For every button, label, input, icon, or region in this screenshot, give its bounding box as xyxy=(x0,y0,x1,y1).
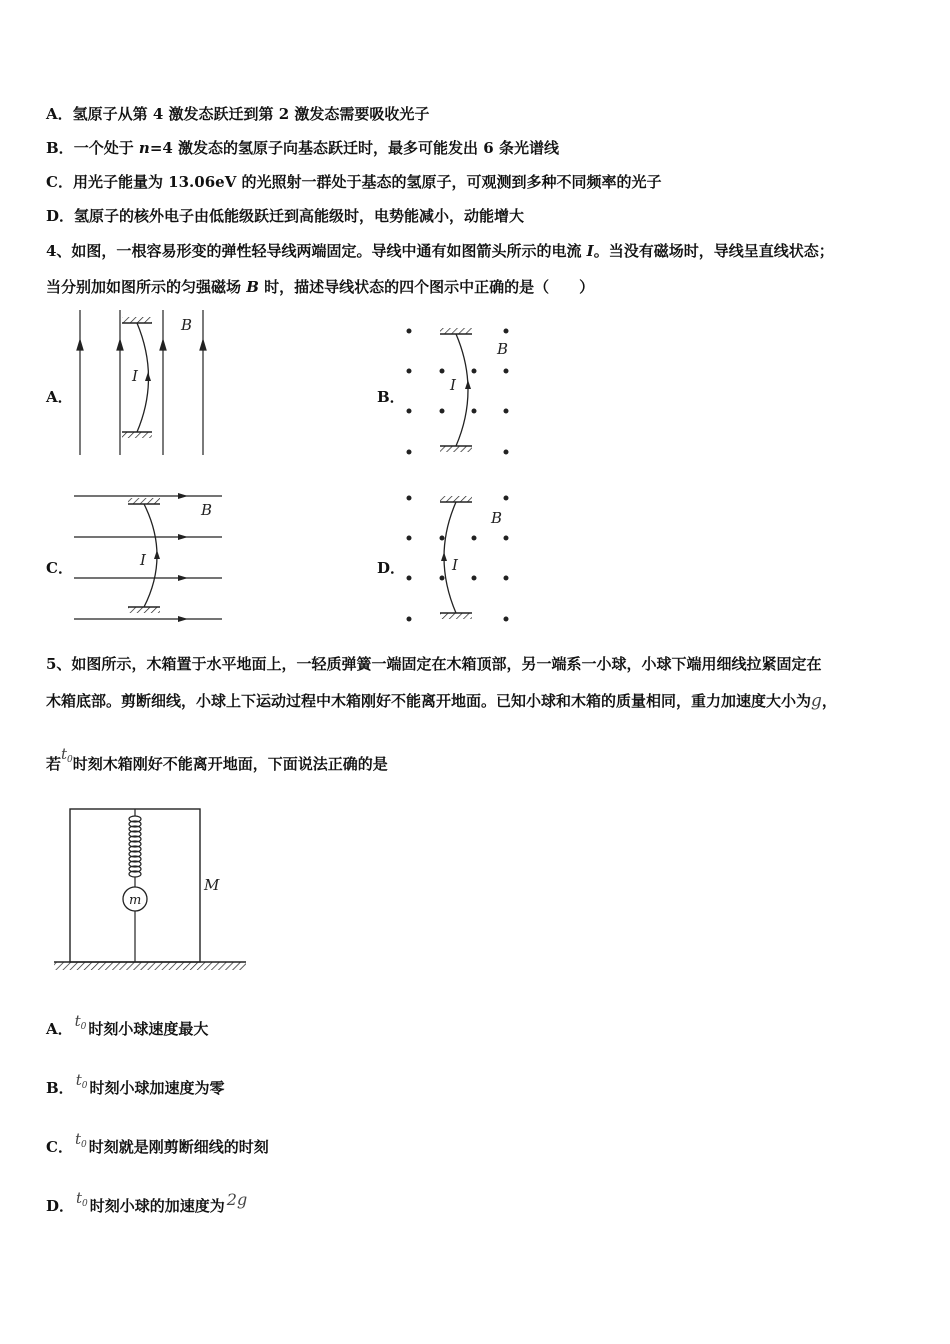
t0-base: t xyxy=(75,1071,82,1089)
t0-base: t xyxy=(74,1130,81,1148)
q5-option-c xyxy=(46,1130,269,1158)
option-label: A． xyxy=(46,105,73,123)
q4-text: 4、如图，一根容易形变的弹性轻导线两端固定。导线中通有如图箭头所示的电流 xyxy=(46,242,587,260)
symbol-b: B xyxy=(246,278,259,296)
t0-base: t xyxy=(76,1189,83,1207)
label-field: B xyxy=(201,501,213,519)
q5-option-a xyxy=(46,1012,209,1040)
symbol-n: n xyxy=(138,139,150,157)
q4-option-d-label: D． xyxy=(377,559,406,577)
t0-sub: 0 xyxy=(81,1081,88,1091)
q5-text: 木箱底部。剪断细线，小球上下运动过程中木箱刚好不能离开地面。已知小球和木箱的质量相同，重力加速度大小为 xyxy=(46,692,812,710)
q4-text: 。当没有磁场时，导线呈直线状态； xyxy=(593,242,834,260)
q4-text: 时，描述导线状态的四个图示中正确的是（ ） xyxy=(258,278,595,296)
option-label: D． xyxy=(46,207,75,225)
label-field: B xyxy=(497,340,509,358)
option-text: 用光子能量为 13.06eV 的光照射一群处于基态的氢原子，可观测到多种不同频率的光子 xyxy=(72,173,662,191)
t0-base: t xyxy=(61,745,68,763)
q4-option-b-label: B． xyxy=(377,388,405,406)
symbol-i: I xyxy=(586,242,594,260)
option-text: 氢原子从第 4 激发态跃迁到第 2 激发态需要吸收光子 xyxy=(72,105,430,123)
q5-option-d xyxy=(46,1189,248,1217)
spring xyxy=(129,809,141,887)
t0-sub: 0 xyxy=(80,1140,87,1150)
option-label: B． xyxy=(46,139,74,157)
symbol-t0 xyxy=(76,1189,88,1207)
option-label: C． xyxy=(46,1138,73,1156)
option-label: B． xyxy=(46,1079,74,1097)
label-box: M xyxy=(204,876,220,894)
t0-sub: 0 xyxy=(67,755,73,765)
t0-sub: 0 xyxy=(80,1022,87,1032)
option-text: 时刻就是刚剪断细线的时刻 xyxy=(88,1138,269,1156)
symbol-t0 xyxy=(76,1071,88,1089)
symbol-t0 xyxy=(75,1130,87,1148)
label-field: B xyxy=(181,316,193,334)
q4-text: 当分别加如图所示的匀强磁场 xyxy=(46,278,247,296)
option-text: 氢原子的核外电子由低能级跃迁到高能级时，电势能减小，动能增大 xyxy=(74,207,525,225)
option-text: 时刻小球的加速度为 xyxy=(89,1197,225,1215)
option-text: 时刻小球速度最大 xyxy=(88,1020,209,1038)
label-current: I xyxy=(140,551,146,569)
math-2g: 2g xyxy=(226,1190,248,1209)
q5-text: ， xyxy=(821,692,837,710)
q5-text: 若 xyxy=(46,755,62,773)
label-current: I xyxy=(452,556,458,574)
t0-base: t xyxy=(74,1012,81,1030)
option-text-pre: 一个处于 xyxy=(73,139,139,157)
label-ball: m xyxy=(129,893,142,908)
q4-option-c-label: C． xyxy=(46,559,73,577)
q5-stem-line1: 5、如图所示，木箱置于水平地面上，一轻质弹簧一端固定在木箱顶部，另一端系一小球，小球下端用细线拉紧固定在 xyxy=(46,655,822,673)
option-label: A． xyxy=(46,1020,73,1038)
q4-option-a-label: A． xyxy=(46,388,73,406)
q5-text: 时刻木箱刚好不能离开地面，下面说法正确的是 xyxy=(72,755,388,773)
option-label: C． xyxy=(46,173,73,191)
option-text: 时刻小球加速度为零 xyxy=(89,1079,225,1097)
option-label: D． xyxy=(46,1197,75,1215)
option-text-post: =4 激发态的氢原子向基态跃迁时，最多可能发出 6 条光谱线 xyxy=(149,139,559,157)
label-current: I xyxy=(132,367,138,385)
q5-option-b xyxy=(46,1071,225,1099)
symbol-g: g xyxy=(811,691,822,711)
label-field: B xyxy=(491,509,503,527)
label-current: I xyxy=(450,376,456,394)
symbol-t0 xyxy=(75,1012,87,1030)
t0-sub: 0 xyxy=(82,1199,88,1209)
